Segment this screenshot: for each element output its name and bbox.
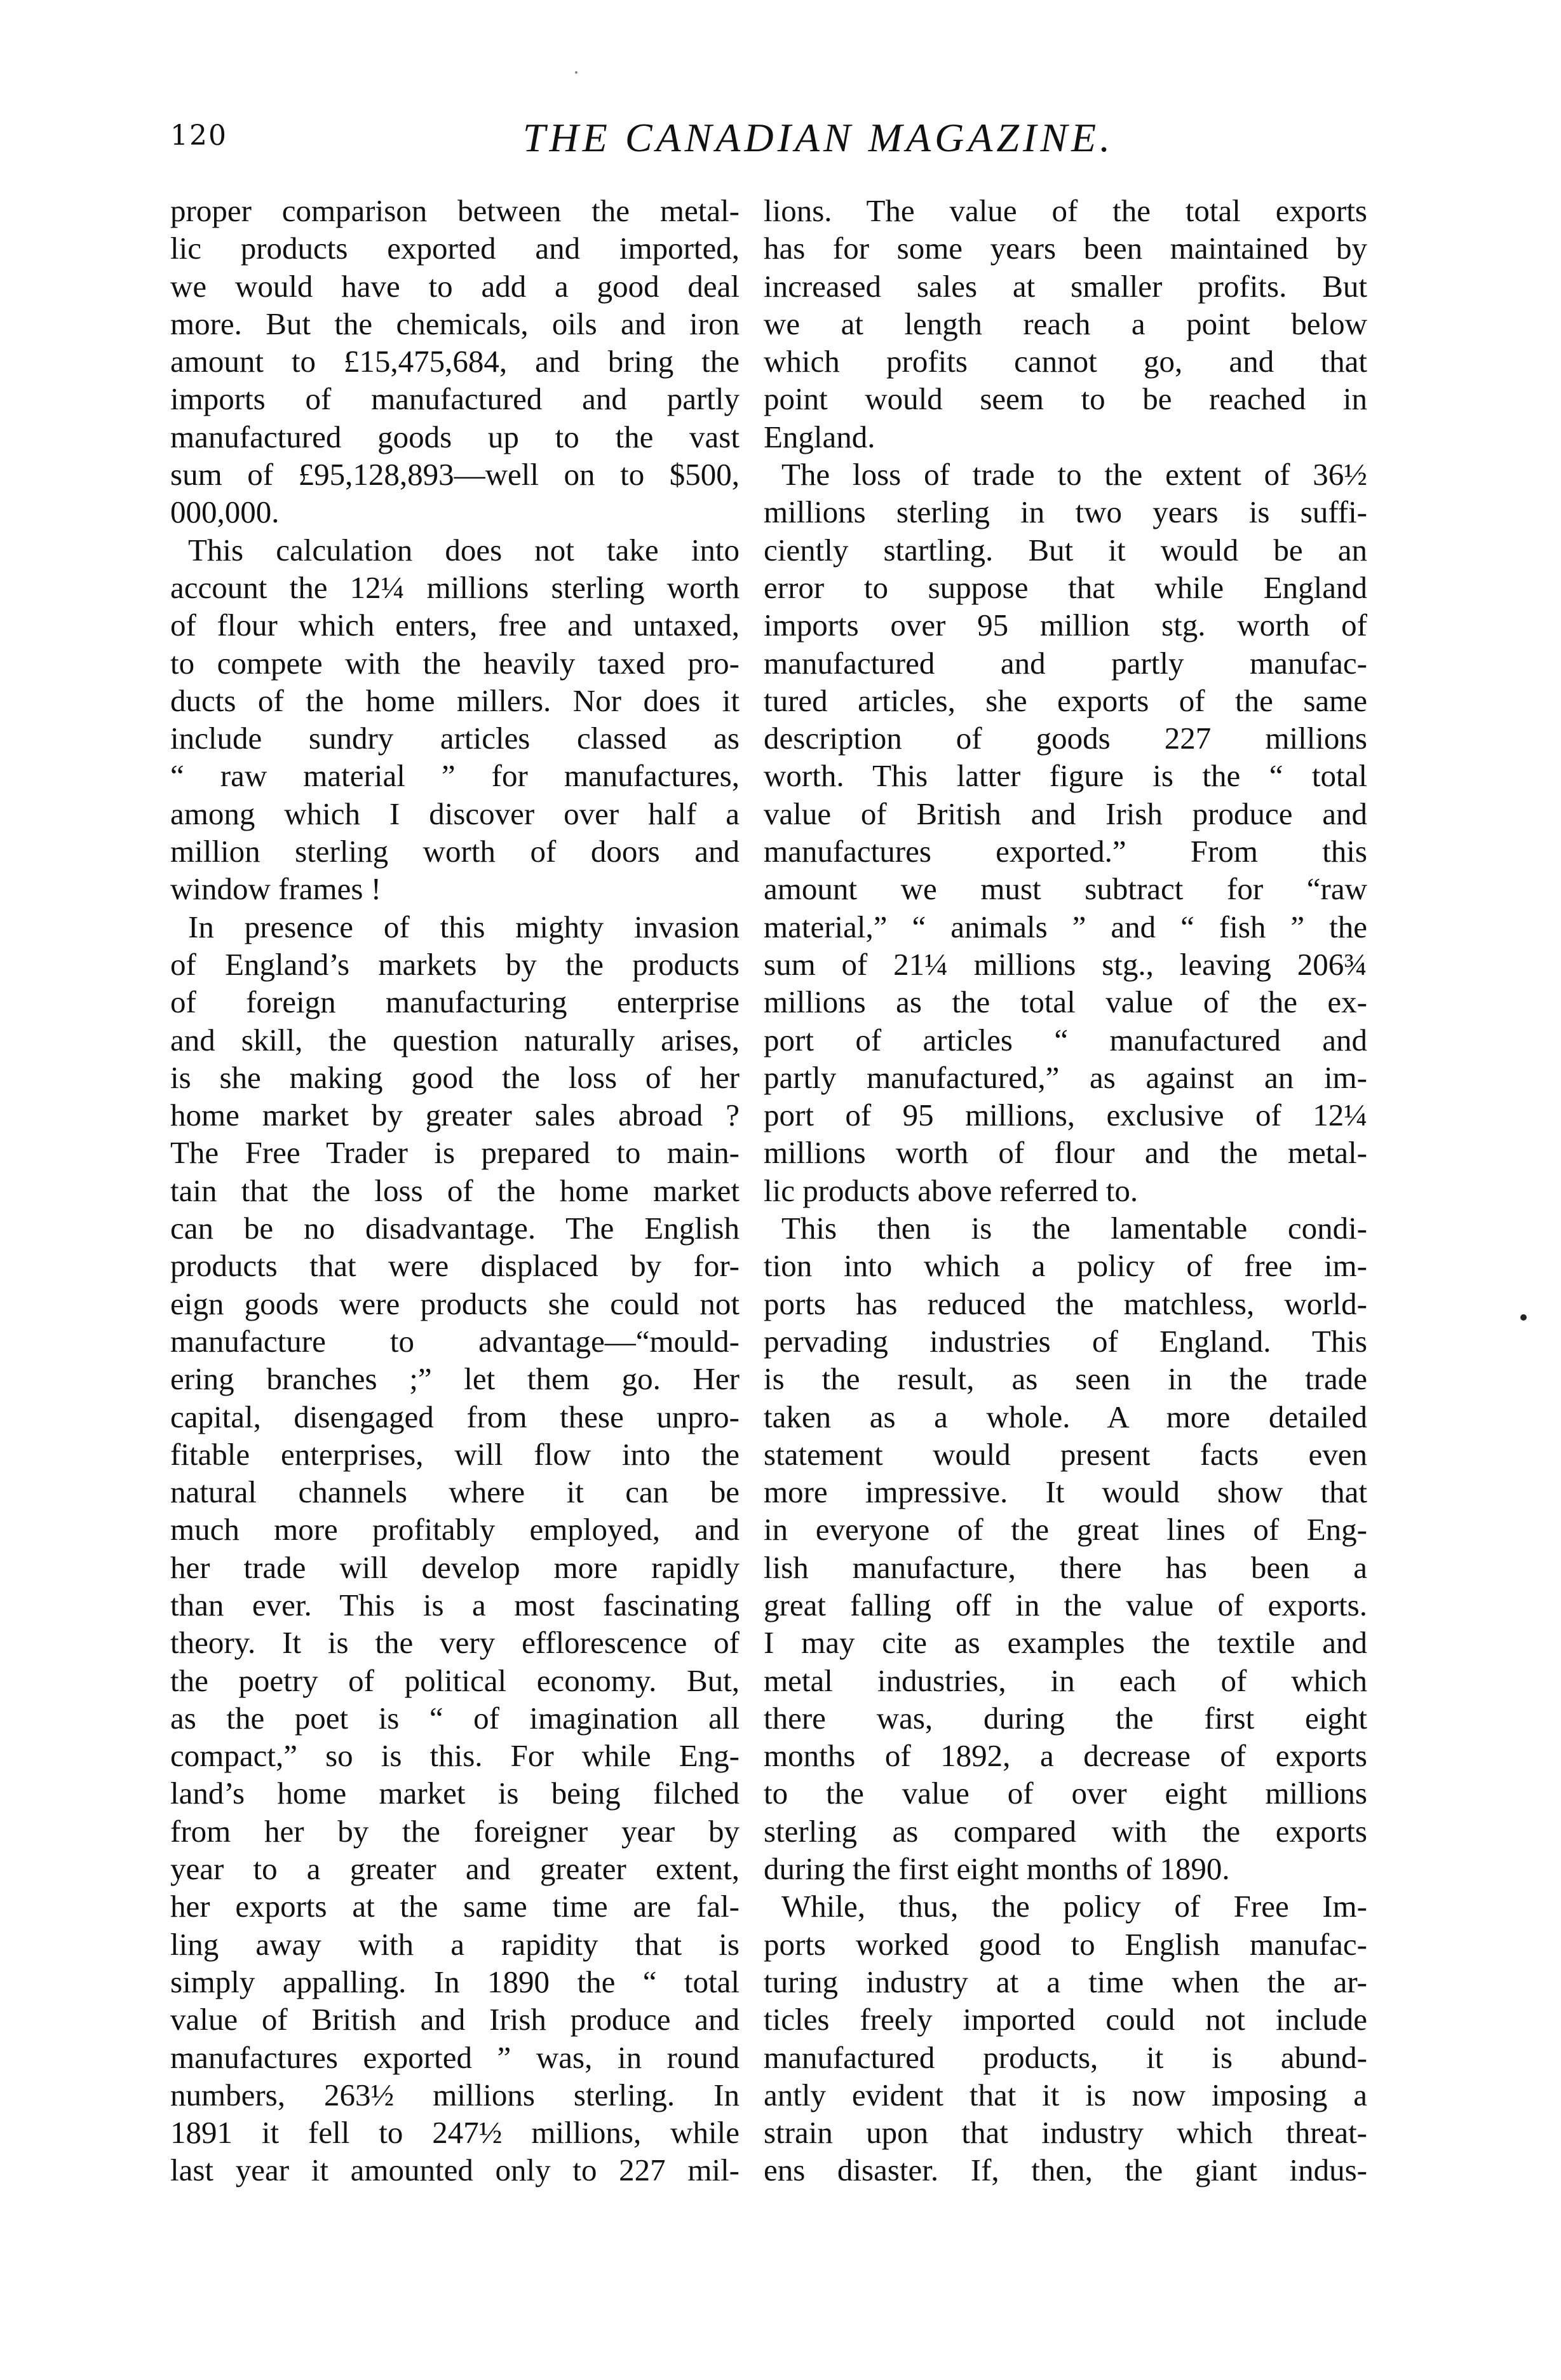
- text-line: ling away with a rapidity that is: [170, 1926, 740, 1962]
- text-line: ering branches ;” let them go. Her: [170, 1361, 740, 1397]
- text-line: of England’s markets by the products: [170, 946, 740, 982]
- text-line: and skill, the question naturally arises,: [170, 1022, 740, 1057]
- left-column: [170, 192, 740, 2189]
- text-line: material,” “ animals ” and “ fish ” the: [764, 909, 1367, 944]
- text-line: millions as the total value of the ex-: [764, 984, 1367, 1020]
- right-column: [764, 192, 1367, 2189]
- text-line: antly evident that it is now imposing a: [764, 2077, 1367, 2112]
- text-line: I may cite as examples the textile and: [764, 1625, 1367, 1661]
- text-line: among which I discover over half a: [170, 796, 740, 831]
- text-line: imports over 95 million stg. worth of: [764, 608, 1367, 643]
- text-line: amount we must subtract for “raw: [764, 871, 1367, 907]
- page-header: [113, 114, 1390, 172]
- text-line: simply appalling. In 1890 the “ total: [170, 1964, 740, 1999]
- text-line: description of goods 227 millions: [764, 721, 1367, 756]
- text-line: lish manufacture, there has been a: [764, 1549, 1367, 1585]
- text-line: during the first eight months of 1890.: [764, 1851, 1230, 1887]
- text-line: more impressive. It would show that: [764, 1474, 1367, 1510]
- text-line: partly manufactured,” as against an im-: [764, 1059, 1367, 1095]
- text-line: which profits cannot go, and that: [764, 344, 1367, 379]
- text-line: 000,000.: [170, 494, 280, 530]
- text-line: increased sales at smaller profits. But: [764, 268, 1367, 304]
- text-line: millions sterling in two years is suffi-: [764, 494, 1367, 530]
- text-line: account the 12¼ millions sterling worth: [170, 569, 740, 605]
- text-line: is she making good the loss of her: [170, 1059, 740, 1095]
- text-line: the poetry of political economy. But,: [170, 1663, 740, 1698]
- running-head: THE CANADIAN MAGAZINE.: [522, 115, 1114, 160]
- text-line: lions. The value of the total exports: [764, 193, 1367, 228]
- text-line: metal industries, in each of which: [764, 1663, 1367, 1698]
- text-line: than ever. This is a most fascinating: [170, 1587, 740, 1622]
- text-line: compact,” so is this. For while Eng-: [170, 1738, 740, 1774]
- print-speck: [1520, 1314, 1527, 1321]
- text-line: include sundry articles classed as: [170, 721, 740, 756]
- text-line: taken as a whole. A more detailed: [764, 1399, 1367, 1434]
- text-line: lic products exported and imported,: [170, 231, 740, 266]
- text-line: much more profitably employed, and: [170, 1512, 740, 1547]
- text-line: sterling as compared with the exports: [764, 1813, 1367, 1849]
- text-line: fitable enterprises, will flow into the: [170, 1436, 740, 1472]
- text-line: pervading industries of England. This: [764, 1323, 1367, 1359]
- text-line: statement would present facts even: [764, 1436, 1367, 1472]
- text-line: ens disaster. If, then, the giant indus-: [764, 2152, 1367, 2188]
- text-line: value of British and Irish produce and: [170, 2002, 740, 2037]
- text-line: from her by the foreigner year by: [170, 1813, 740, 1849]
- text-line: there was, during the first eight: [764, 1700, 1367, 1736]
- text-line: “ raw material ” for manufactures,: [170, 758, 740, 794]
- text-line: port of articles “ manufactured and: [764, 1022, 1367, 1057]
- text-line: This calculation does not take into: [188, 532, 740, 568]
- text-line: lic products above referred to.: [764, 1173, 1139, 1208]
- text-line: is the result, as seen in the trade: [764, 1361, 1367, 1397]
- text-line: imports of manufactured and partly: [170, 381, 740, 417]
- text-line: amount to £15,475,684, and bring the: [170, 344, 740, 379]
- text-line: 1891 it fell to 247½ millions, while: [170, 2115, 740, 2151]
- text-line: to the value of over eight millions: [764, 1776, 1367, 1811]
- page-number: 120: [170, 119, 227, 152]
- text-line: as the poet is “ of imagination all: [170, 1700, 740, 1736]
- text-line: England.: [764, 419, 875, 454]
- text-line: ducts of the home millers. Nor does it: [170, 683, 740, 718]
- text-line: year to a greater and greater extent,: [170, 1851, 740, 1887]
- text-line: The loss of trade to the extent of 36½: [781, 457, 1367, 493]
- text-line: great falling off in the value of exports.: [764, 1587, 1367, 1622]
- text-line: In presence of this mighty invasion: [188, 909, 740, 944]
- text-line: of foreign manufacturing enterprise: [170, 984, 740, 1020]
- text-line: sum of 21¼ millions stg., leaving 206¾: [764, 946, 1367, 982]
- text-line: proper comparison between the metal-: [170, 193, 740, 228]
- text-line: sum of £95,128,893—well on to $500,: [170, 457, 740, 493]
- text-line: million sterling worth of doors and: [170, 834, 740, 869]
- text-line: strain upon that industry which threat-: [764, 2115, 1367, 2151]
- text-line: theory. It is the very efflorescence of: [170, 1625, 740, 1661]
- text-line: last year it amounted only to 227 mil-: [170, 2152, 740, 2188]
- text-line: value of British and Irish produce and: [764, 796, 1367, 831]
- text-line: point would seem to be reached in: [764, 381, 1367, 417]
- text-line: her trade will develop more rapidly: [170, 1549, 740, 1585]
- text-line: land’s home market is being filched: [170, 1776, 740, 1811]
- text-line: tain that the loss of the home market: [170, 1173, 740, 1208]
- text-line: The Free Trader is prepared to main-: [170, 1135, 740, 1171]
- text-line: window frames !: [170, 871, 382, 907]
- text-line: turing industry at a time when the ar-: [764, 1964, 1367, 1999]
- text-line: natural channels where it can be: [170, 1474, 740, 1510]
- text-line: ports worked good to English manufac-: [764, 1926, 1367, 1962]
- text-line: manufactures exported ” was, in round: [170, 2039, 740, 2075]
- text-line: error to suppose that while England: [764, 569, 1367, 605]
- print-speck: [575, 71, 578, 74]
- text-line: we would have to add a good deal: [170, 268, 740, 304]
- text-line: manufactures exported.” From this: [764, 834, 1367, 869]
- text-line: millions worth of flour and the metal-: [764, 1135, 1367, 1171]
- text-line: of flour which enters, free and untaxed,: [170, 608, 740, 643]
- text-line: manufactured products, it is abund-: [764, 2039, 1367, 2075]
- text-line: tured articles, she exports of the same: [764, 683, 1367, 718]
- text-line: to compete with the heavily taxed pro-: [170, 645, 740, 681]
- text-line: numbers, 263½ millions sterling. In: [170, 2077, 740, 2112]
- text-line: has for some years been maintained by: [764, 231, 1367, 266]
- text-line: in everyone of the great lines of Eng-: [764, 1512, 1367, 1547]
- text-line: ticles freely imported could not include: [764, 2002, 1367, 2037]
- text-line: manufacture to advantage—“mould-: [170, 1323, 740, 1359]
- text-line: more. But the chemicals, oils and iron: [170, 306, 740, 341]
- text-line: worth. This latter figure is the “ total: [764, 758, 1367, 794]
- text-line: This then is the lamentable condi-: [781, 1211, 1367, 1246]
- text-line: ports has reduced the matchless, world-: [764, 1286, 1367, 1321]
- text-line: capital, disengaged from these unpro-: [170, 1399, 740, 1434]
- text-line: home market by greater sales abroad ?: [170, 1098, 740, 1133]
- text-line: manufactured and partly manufac-: [764, 645, 1367, 681]
- text-line: While, thus, the policy of Free Im-: [781, 1889, 1367, 1924]
- text-line: eign goods were products she could not: [170, 1286, 740, 1321]
- text-line: months of 1892, a decrease of exports: [764, 1738, 1367, 1774]
- text-line: manufactured goods up to the vast: [170, 419, 740, 454]
- text-line: tion into which a policy of free im-: [764, 1248, 1367, 1284]
- text-line: her exports at the same time are fal-: [170, 1889, 740, 1924]
- text-line: products that were displaced by for-: [170, 1248, 740, 1284]
- text-line: port of 95 millions, exclusive of 12¼: [764, 1098, 1367, 1133]
- text-line: can be no disadvantage. The English: [170, 1211, 740, 1246]
- text-line: ciently startling. But it would be an: [764, 532, 1367, 568]
- text-line: we at length reach a point below: [764, 306, 1367, 341]
